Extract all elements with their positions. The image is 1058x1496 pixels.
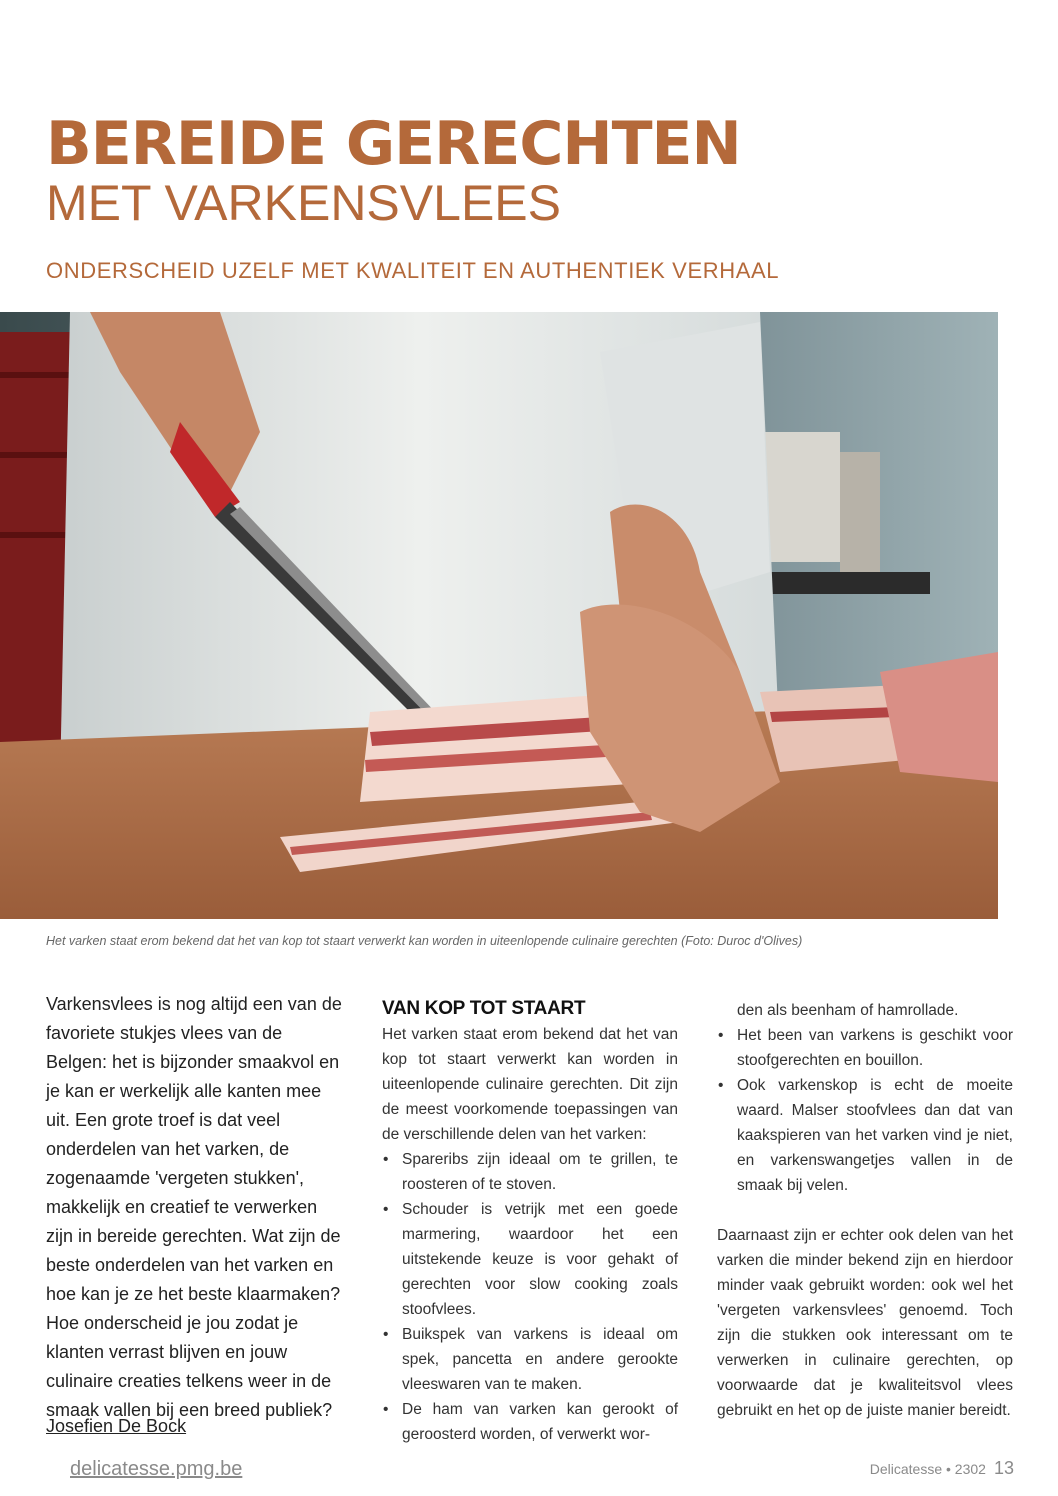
parts-list <box>382 1147 678 1447</box>
intro-paragraph: Varkensvlees is nog altijd een van de favoriete stukjes vlees van de Belgen: het is bijzonder smaakvol en je kan er werkelijk alle kanten mee uit. Een grote troef is dat veel onderdelen van het varken, de zogenaamde 'vergeten stukken', makkelijk en creatief te verwerken zijn in bereide gerechten. Wat zijn de beste onderdelen van het varken en hoe kan je ze het beste klaarmaken? Hoe onderscheid je jou zodat je klanten verrast blijven en jouw culinaire creaties telkens weer in de smaak vallen bij een breed publiek? <box>46 994 342 1420</box>
parts-list-continued <box>717 1023 1013 1198</box>
list-item <box>382 1197 678 1322</box>
bullet-icon: • <box>718 1027 724 1044</box>
list-item-text: Spareribs zijn ideaal om te grillen, te roosteren of te stoven. <box>402 1151 678 1193</box>
list-item <box>717 1073 1013 1198</box>
list-item <box>382 1397 678 1447</box>
article-column-2 <box>382 996 678 1447</box>
lead-paragraph: Het varken staat erom bekend dat het van kop tot staart verwerkt kan worden in uiteenlopende culinaire gerechten. Dit zijn de meest voorkomende toepassingen van de verschillende delen van het varken: <box>382 1026 678 1143</box>
list-item-text: Buikspek van varkens is ideaal om spek, pancetta en andere gerookte vleeswaren van te maken. <box>402 1326 678 1393</box>
bullet-icon: • <box>383 1401 389 1418</box>
page-title: BEREIDE GERECHTEN <box>46 109 741 179</box>
bullet-icon: • <box>383 1151 389 1168</box>
page-title-secondary: MET VARKENSVLEES <box>46 175 561 231</box>
bullet-icon: • <box>383 1201 389 1218</box>
list-item-text: Ook varkenskop is echt de moeite waard. Malser stoofvlees dan dat van kaakspieren van het varken vind je niet, en varkenswangetjes vallen in de smaak bij velen. <box>737 1077 1013 1194</box>
closing-paragraph: Daarnaast zijn er echter ook delen van het varken die minder bekend zijn en hierdoor minder vaak gebruikt worden: ook wel het 'vergeten varkensvlees' genoemd. Toch zijn die stukken ook interessant om te verwerken in culinaire gerechten, op voorwaarde dat je kwaliteitsvol vlees gebruikt en het op de juiste manier bereidt. <box>717 1227 1013 1419</box>
magazine-issue: Delicatesse • 2302 <box>869 1461 986 1477</box>
page-footer <box>870 1458 1014 1479</box>
author-link[interactable]: Josefien De Bock <box>46 1416 187 1436</box>
article-column-3 <box>717 998 1013 1423</box>
photo-caption: Het varken staat erom bekend dat het van kop tot staart verwerkt kan worden in uiteenlopende culinaire gerechten (Foto: Duroc d'Olives) <box>46 934 803 948</box>
list-item <box>382 1147 678 1197</box>
list-item <box>717 1023 1013 1073</box>
list-item-text: Het been van varkens is geschikt voor stoofgerechten en bouillon. <box>737 1027 1013 1069</box>
list-item <box>382 1322 678 1397</box>
list-item-continuation: den als beenham of hamrollade. <box>737 1002 959 1019</box>
bullet-icon: • <box>383 1326 389 1343</box>
spacer <box>717 1198 1013 1223</box>
page-subtitle: ONDERSCHEID UZELF MET KWALITEIT EN AUTHENTIEK VERHAAL <box>46 258 780 283</box>
list-item-text: Schouder is vetrijk met een goede marmering, waardoor het een uitstekende keuze is voor gehakt of gerechten voor slow cooking zoals stoofvlees. <box>402 1201 678 1318</box>
page-number: 13 <box>993 1458 1014 1478</box>
list-item-text: De ham van varken kan gerookt of geroosterd worden, of verwerkt wor- <box>402 1401 678 1443</box>
section-heading: VAN KOP TOT STAART <box>382 998 586 1019</box>
butcher-photo <box>0 312 998 919</box>
website-link[interactable]: delicatesse.pmg.be <box>70 1458 243 1480</box>
bullet-icon: • <box>718 1077 724 1094</box>
